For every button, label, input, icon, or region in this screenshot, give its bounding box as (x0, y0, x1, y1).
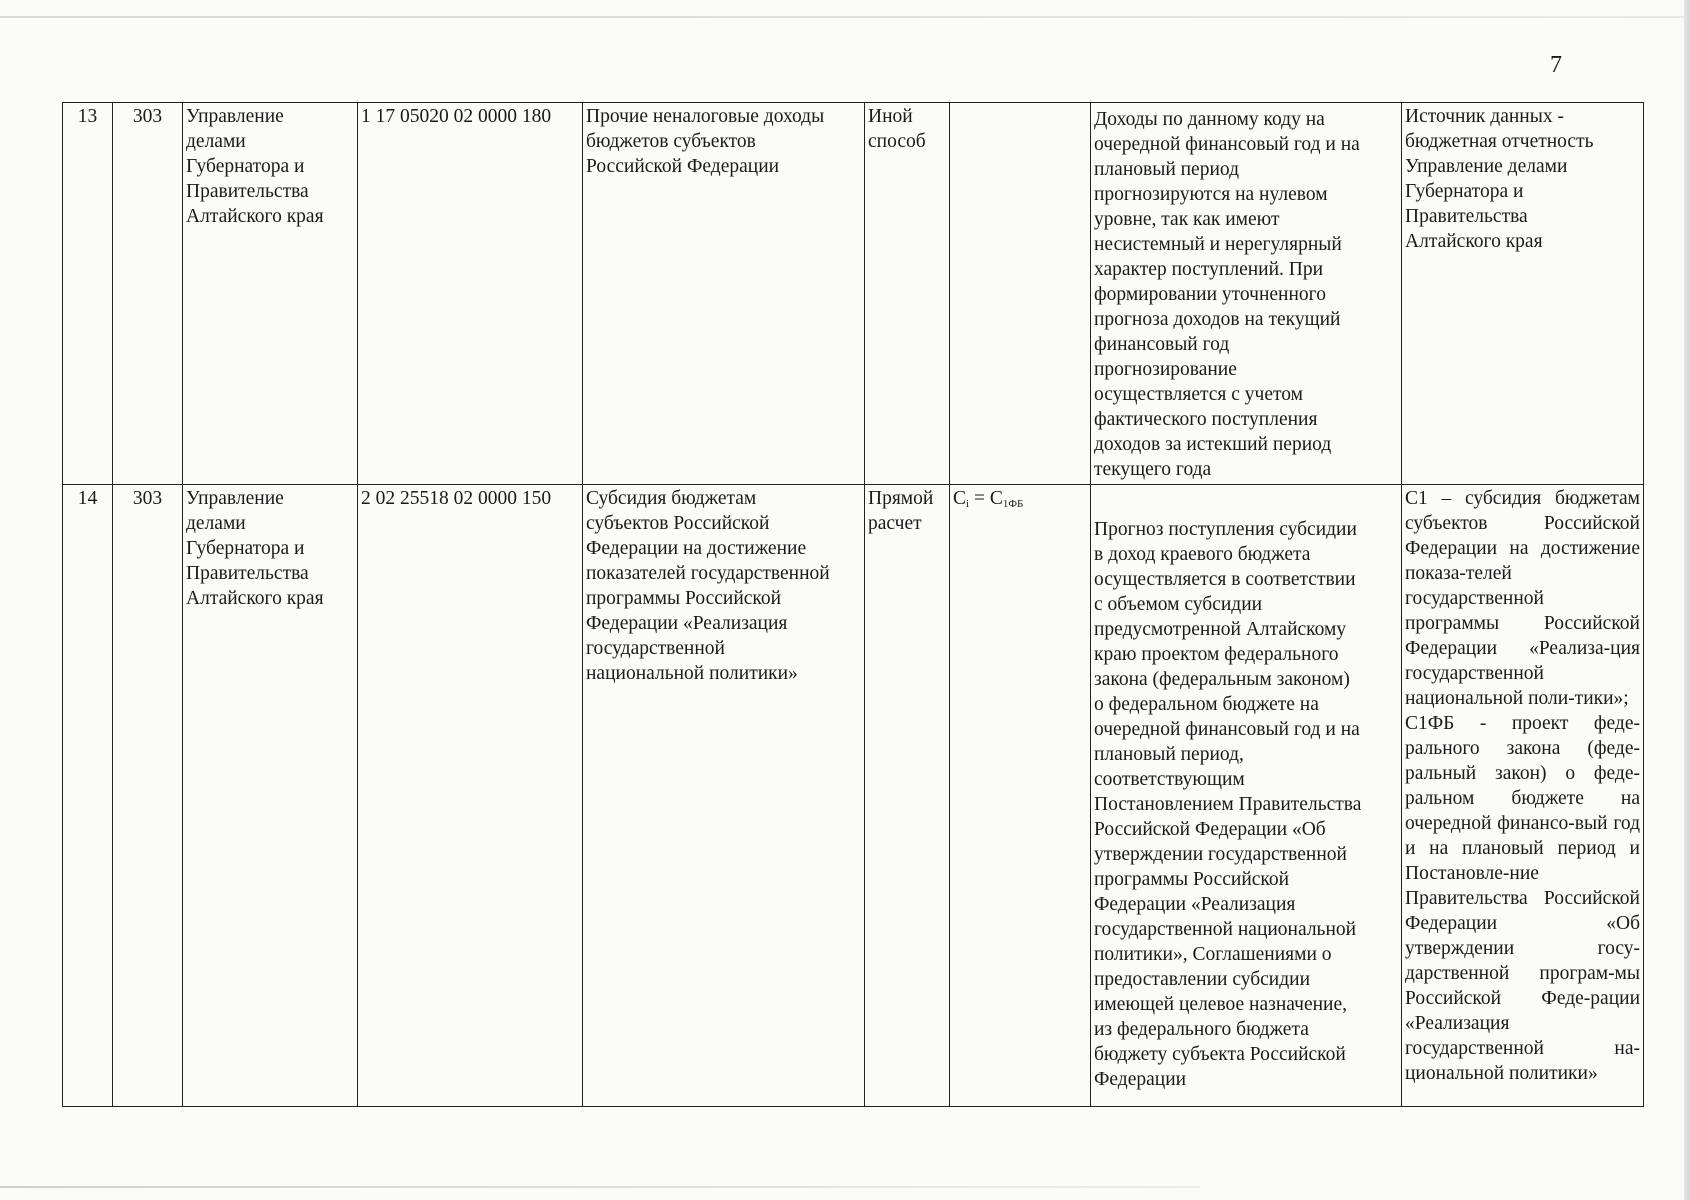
revenue-name-cell: Субсидия бюджетам субъектов Российской Федерации на достижение показателей государственной программы Российской Федерации «Реализация государственной национальной политики» (583, 485, 865, 1107)
table-row (63, 485, 1644, 1107)
administrator-cell: Управление делами Губернатора и Правительства Алтайского края (183, 485, 358, 1107)
page-number: 7 (1550, 52, 1562, 78)
table-row (63, 103, 1644, 485)
data-source-cell: Источник данных - бюджетная отчетность Управление делами Губернатора и Правительства Алтайского края (1402, 103, 1644, 485)
formula-cell (950, 485, 1091, 1107)
method-cell: Иной способ (865, 103, 950, 485)
formula-rhs: = С (969, 488, 1003, 509)
formula-lhs-subscript: i (966, 498, 970, 510)
admin-code-cell: 303 (113, 103, 183, 485)
row-number-cell: 14 (63, 485, 113, 1107)
formula-rhs-subscript: 1ФБ (1002, 498, 1024, 510)
revenue-name-cell: Прочие неналоговые доходы бюджетов субъектов Российской Федерации (583, 103, 865, 485)
formula-cell (950, 103, 1091, 485)
admin-code-cell: 303 (113, 485, 183, 1107)
algorithm-cell: Прогноз поступления субсидии в доход краевого бюджета осуществляется в соответствии с объемом субсидии предусмотренной Алтайскому краю проектом федерального закона (федеральным законом) о федеральном бюджете на очередной финансовый год и на плановый период, соответствующим Постановлением Правительства Российской Федерации «Об утверждении государственной программы Российской Федерации «Реализация государственной национальной политики», Соглашениями о предоставлении субсидии имеющей целевое назначение, из федерального бюджета бюджету субъекта Российской Федерации (1091, 485, 1402, 1107)
data-source-cell: С1 – субсидия бюджетам субъектов Российской Федерации на достижение показа-телей государственной программы Российской Федерации «Реализа-ция государственной национальной поли-тики»; С1ФБ - проект феде-рального закона (феде-ральный закон) о феде-ральном бюджете на очередной финансо-вый год и на плановый период и Постановле-ние Правительства Российской Федерации «Об утверждении госу-дарственной програм-мы Российской Феде-рации «Реализация государственной на-циональной политики» (1402, 485, 1644, 1107)
scan-edge-bottom (0, 1186, 1200, 1188)
formula-lhs: С (953, 488, 967, 509)
kbk-code-cell: 1 17 05020 02 0000 180 (358, 103, 583, 485)
kbk-code-cell: 2 02 25518 02 0000 150 (358, 485, 583, 1107)
administrator-cell: Управление делами Губернатора и Правительства Алтайского края (183, 103, 358, 485)
algorithm-cell: Доходы по данному коду на очередной финансовый год и на плановый период прогнозируются на нулевом уровне, так как имеют несистемный и нерегулярный характер поступлений. При формировании уточненного прогноза доходов на текущий финансовый год прогнозирование осуществляется с учетом фактического поступления доходов за истекший период текущего года (1091, 103, 1402, 485)
scan-edge-right (1684, 0, 1690, 1200)
row-number-cell: 13 (63, 103, 113, 485)
revenue-forecast-table (62, 102, 1644, 1107)
method-cell: Прямой расчет (865, 485, 950, 1107)
scan-edge-top (0, 16, 1690, 18)
